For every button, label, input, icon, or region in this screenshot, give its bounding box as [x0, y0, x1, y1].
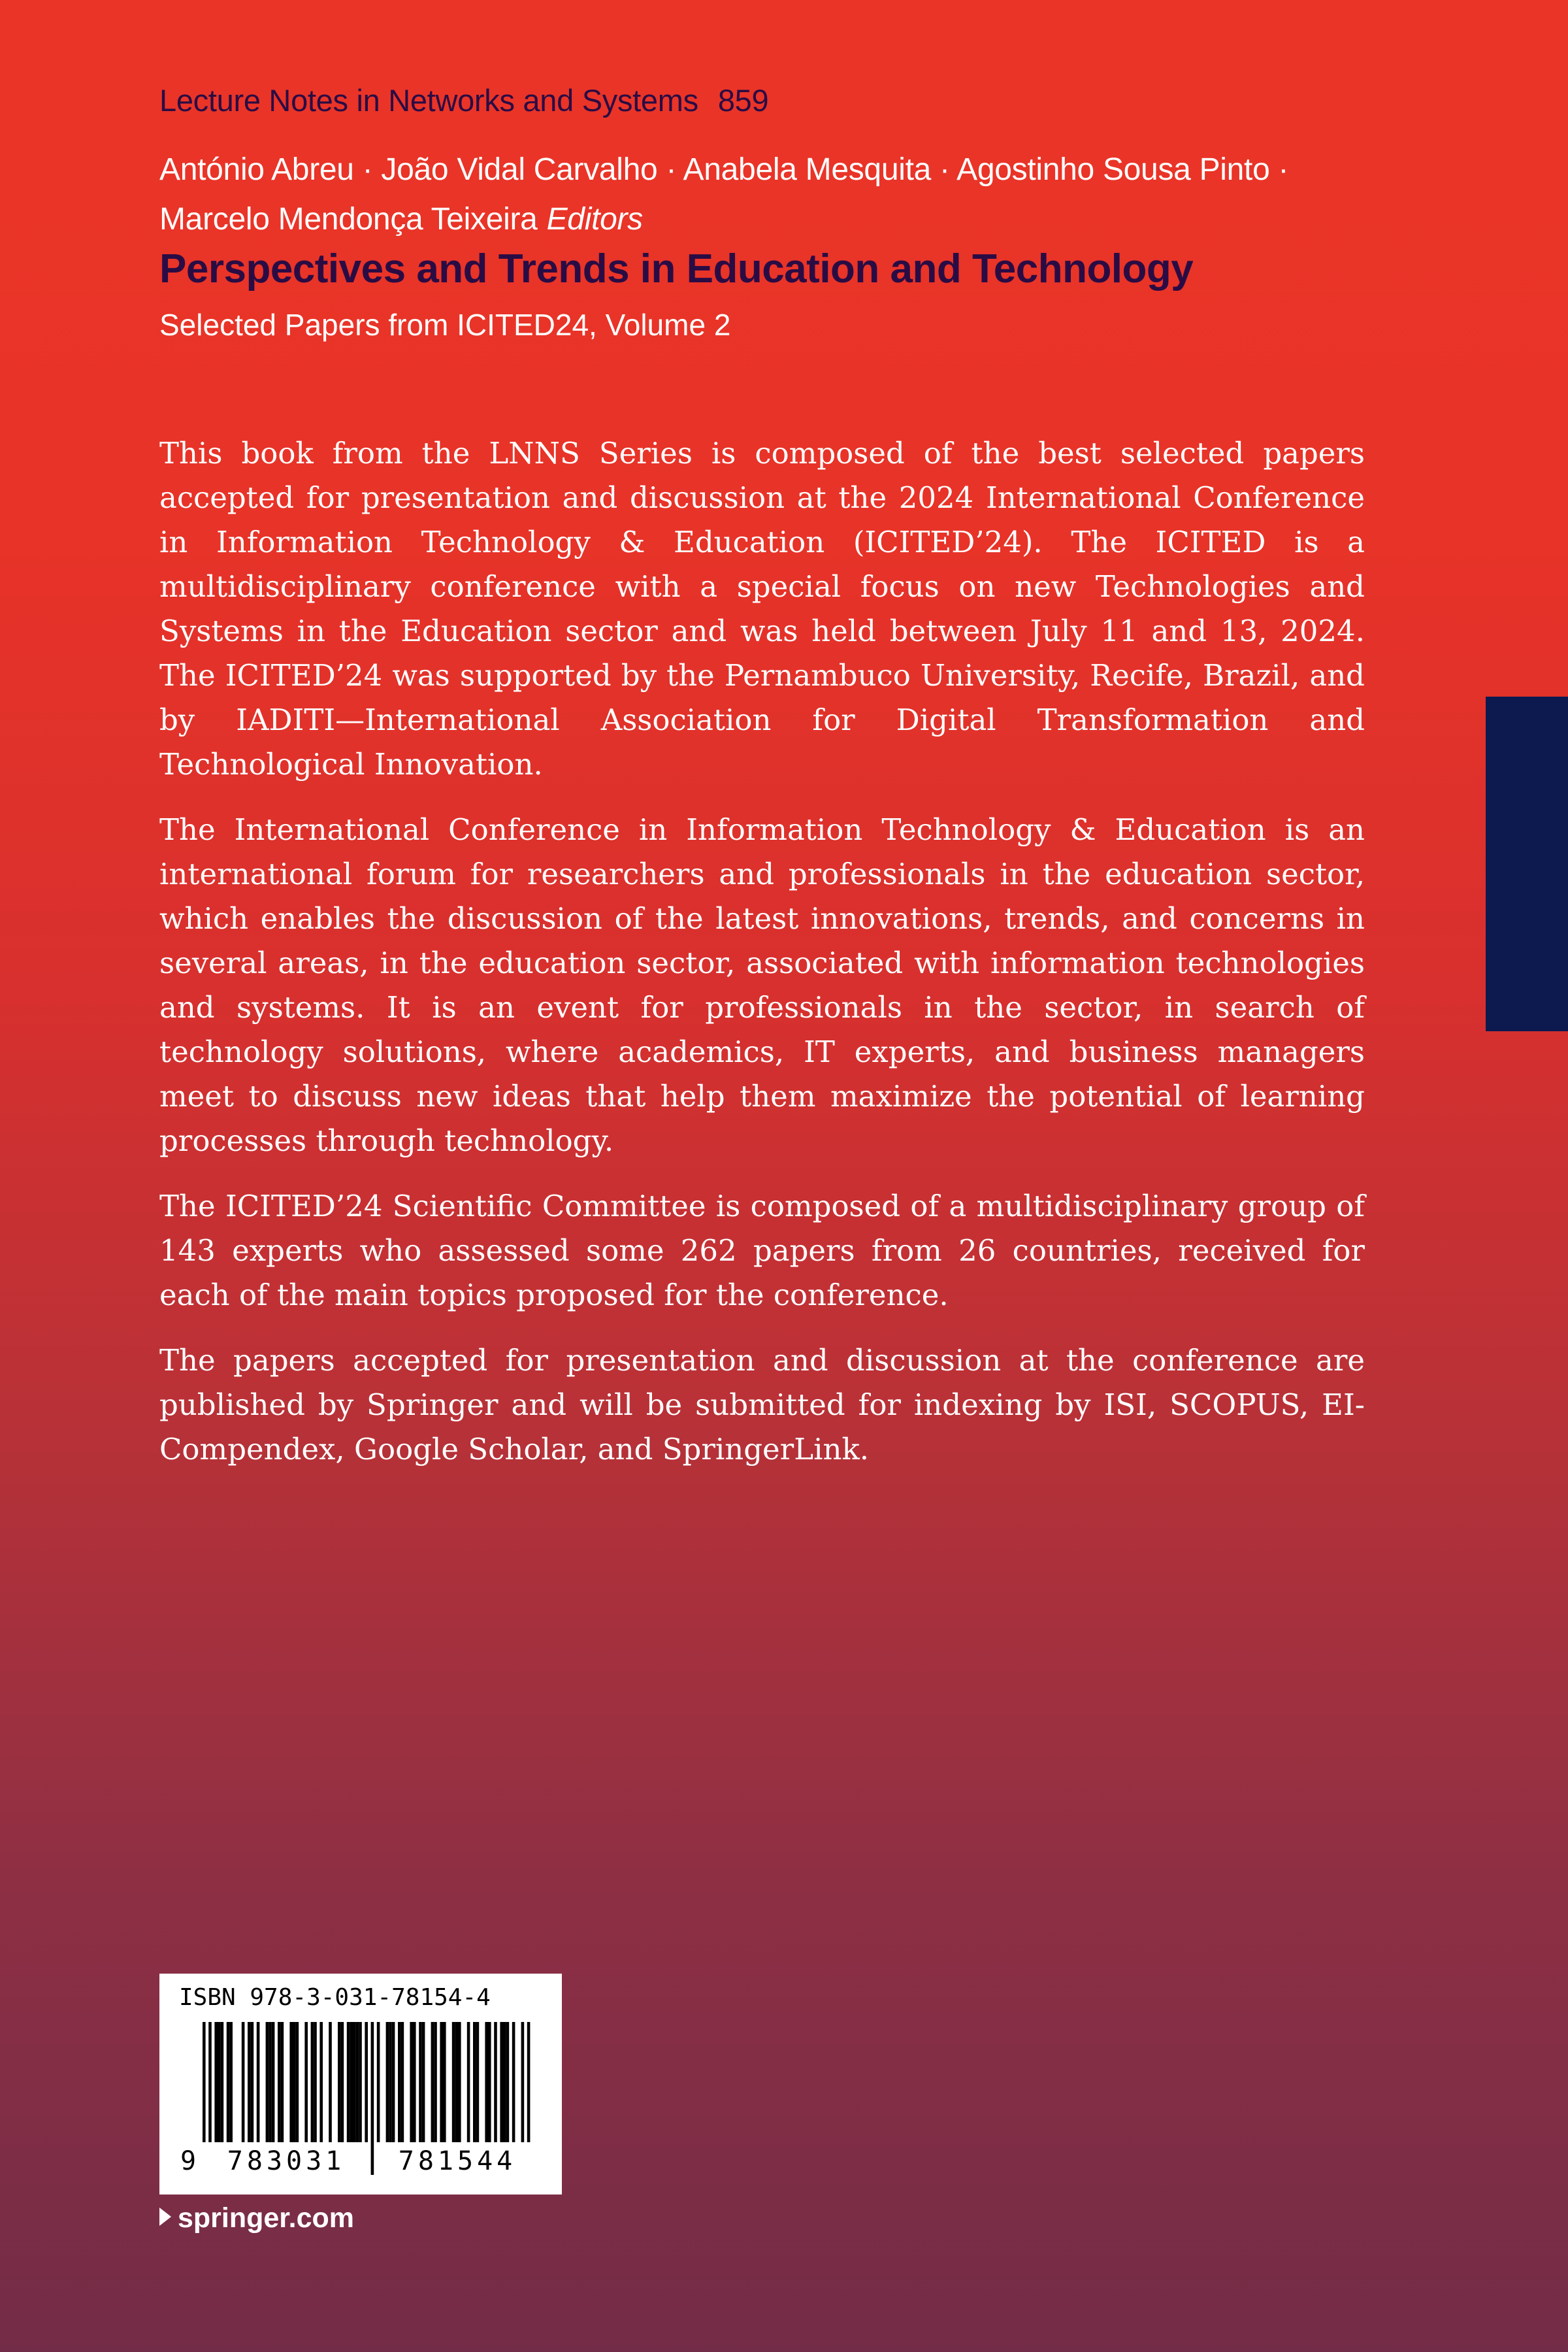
- editor-name: Marcelo Mendonça Teixeira: [159, 202, 538, 237]
- barcode-graphic: [159, 1974, 562, 2195]
- blurb-paragraph-4: The papers accepted for presentation and discussion at the conference are published by Springer and will be submitted for indexing by ISI, SCOPUS, EI-Compendex, Google Scholar, and SpringerLink.: [159, 1343, 1365, 1466]
- series-volume: 859: [717, 83, 769, 118]
- barcode-right-digits: 781544: [398, 2146, 517, 2176]
- website-text: springer.com: [178, 2202, 355, 2234]
- barcode-bar: [371, 2022, 374, 2175]
- editors-line-1: António Abreu · João Vidal Carvalho · Anabela Mesquita · Agostinho Sousa Pinto ·: [159, 152, 1289, 187]
- editors-role: Editors: [546, 202, 643, 237]
- editors-line-2: [159, 195, 1362, 244]
- barcode-first-digit: 9: [180, 2146, 197, 2176]
- blurb-paragraph-3: The ICITED’24 Scientific Committee is composed of a multidisciplinary group of 143 experts who assessed some 262 papers from 26 countries, received for each of the main topics proposed for the conference.: [159, 1189, 1365, 1312]
- isbn-barcode: [159, 1974, 562, 2195]
- book-subtitle: Selected Papers from ICITED24, Volume 2: [159, 308, 731, 342]
- series-line: [159, 82, 768, 118]
- barcode-left-digits: 783031: [227, 2146, 346, 2176]
- spine-tab: [1486, 697, 1568, 1031]
- editors-block: [159, 145, 1362, 244]
- isbn-label: ISBN 978-3-031-78154-4: [179, 1984, 491, 2011]
- book-title: Perspectives and Trends in Education and Technology: [159, 246, 1194, 291]
- blurb-paragraph-1: This book from the LNNS Series is composed of the best selected papers accepted for presentation and discussion at the 2024 International Conference in Information Technology & Education (ICITED’24). The ICITED is a multidisciplinary conference with a special focus on new Technologies and Systems in the Education sector and was held between July 11 and 13, 2024. The ICITED’24 was supported by the Pernambuco University, Recife, Brazil, and by IADITI—International Association for Digital Transformation and Technological Innovation.: [159, 436, 1365, 782]
- publisher-website: [159, 2202, 354, 2234]
- blurb-paragraph-2: The International Conference in Information Technology & Education is an international forum for researchers and professionals in the education sector, which enables the discussion of the latest innovations, trends, and concerns in several areas, in the education sector, associated with information technologies and systems. It is an event for professionals in the sector, in search of technology solutions, where academics, IT experts, and business managers meet to discuss new ideas that help them maximize the potential of learning processes through technology.: [159, 812, 1365, 1158]
- play-arrow-icon: [159, 2208, 171, 2226]
- series-name: Lecture Notes in Networks and Systems: [159, 83, 698, 118]
- book-blurb: [159, 431, 1365, 1493]
